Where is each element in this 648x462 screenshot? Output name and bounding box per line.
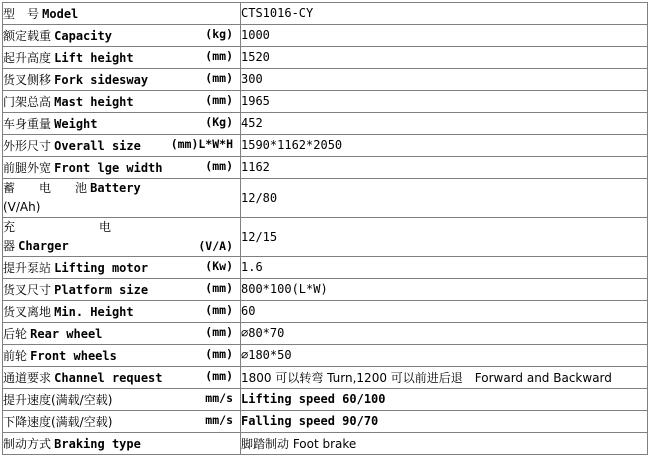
spec-value: 800*100(L*W): [241, 282, 328, 296]
spec-label-en: Mast height: [54, 95, 134, 109]
spec-unit: (mm): [205, 281, 233, 295]
spec-value-cell: [241, 25, 648, 47]
table-row: [3, 157, 648, 179]
spec-unit: (mm)L*W*H: [170, 137, 233, 151]
spec-value: ∅80*70: [241, 326, 285, 340]
spec-label-cell: [3, 433, 241, 455]
spec-label-en: Front lge width: [54, 161, 163, 175]
spec-label-cn: 前轮: [3, 349, 28, 363]
spec-value-cell: [241, 69, 648, 91]
spec-label-cell: [3, 179, 241, 218]
spec-value: 1.6: [241, 260, 263, 274]
spec-value: 1162: [241, 160, 270, 174]
spec-value-cell: [241, 218, 648, 257]
spec-value-cell: [241, 345, 648, 367]
spec-value-cell: [241, 323, 648, 345]
spec-label-cell: [3, 389, 241, 411]
spec-label-cn: 下降速度(满载/空载): [3, 415, 113, 429]
spec-value-cell: [241, 179, 648, 218]
spec-label-cn: 提升速度(满载/空载): [3, 393, 113, 407]
spec-value: 1800 可以转弯 Turn,1200 可以前进后退 Forward and Backward: [241, 371, 612, 385]
table-row: [3, 433, 648, 455]
spec-value: 12/80: [241, 190, 278, 205]
spec-label-cn: 通道要求: [3, 371, 52, 385]
spec-unit: (mm): [205, 71, 233, 85]
table-row: [3, 3, 648, 25]
spec-value-cell: [241, 257, 648, 279]
spec-label-cell: [3, 113, 241, 135]
spec-value: 12/15: [241, 229, 278, 244]
spec-unit: (mm): [205, 369, 233, 383]
spec-label-cn: 蓄 电 池: [3, 181, 88, 195]
spec-label-en: Channel request: [54, 371, 163, 385]
spec-value-cell: [241, 411, 648, 433]
spec-label-cell: [3, 218, 241, 257]
spec-label-cn: 起升高度: [3, 51, 52, 65]
spec-unit: (kg): [205, 27, 233, 41]
spec-label-cn: 型 号: [3, 7, 40, 21]
spec-label-cell: [3, 323, 241, 345]
spec-label-cell: [3, 411, 241, 433]
spec-label-en: Lifting motor: [54, 261, 149, 275]
table-row: [3, 135, 648, 157]
spec-label-cn: 器: [3, 239, 16, 253]
spec-value-cell: [241, 389, 648, 411]
table-row: [3, 323, 648, 345]
spec-label-cell: [3, 3, 241, 25]
spec-label-en: Lift height: [54, 51, 134, 65]
spec-label-cell: [3, 301, 241, 323]
spec-label-cn: 外形尺寸: [3, 139, 52, 153]
spec-label-en: Min. Height: [54, 305, 134, 319]
spec-label-cn: 货叉侧移: [3, 73, 52, 87]
table-row: [3, 411, 648, 433]
spec-label-en: Platform size: [54, 283, 149, 297]
spec-label-en: Fork sidesway: [54, 73, 149, 87]
spec-label-cn: (V/Ah): [3, 200, 41, 214]
table-row: [3, 301, 648, 323]
spec-value: CTS1016-CY: [241, 6, 314, 20]
spec-label-cn: 充 电: [3, 220, 112, 234]
spec-label-cell: [3, 257, 241, 279]
spec-unit: (Kg): [205, 115, 233, 129]
spec-value: 脚踏制动 Foot brake: [241, 437, 357, 451]
spec-value-cell: [241, 301, 648, 323]
spec-unit: (Kw): [205, 259, 233, 273]
spec-value-cell: [241, 279, 648, 301]
spec-value: ∅180*50: [241, 348, 292, 362]
spec-label-cn: 后轮: [3, 327, 28, 341]
spec-label-cn: 货叉尺寸: [3, 283, 52, 297]
spec-value-cell: [241, 135, 648, 157]
spec-unit: (mm): [205, 159, 233, 173]
spec-label-cell: [3, 367, 241, 389]
spec-value-cell: [241, 433, 648, 455]
spec-label-cell: [3, 47, 241, 69]
spec-label-en: Weight: [54, 117, 98, 131]
table-row: [3, 113, 648, 135]
table-row: [3, 69, 648, 91]
spec-label-cell: [3, 279, 241, 301]
spec-label-cn: 车身重量: [3, 117, 52, 131]
spec-value-cell: [241, 47, 648, 69]
spec-value-cell: [241, 367, 648, 389]
spec-value: Falling speed 90/70: [241, 414, 379, 428]
spec-label-cell: [3, 345, 241, 367]
spec-label-cn: 额定载重: [3, 29, 52, 43]
spec-label-en: Battery: [90, 181, 141, 195]
spec-label-cell: [3, 69, 241, 91]
table-row: [3, 389, 648, 411]
spec-unit: (mm): [205, 325, 233, 339]
spec-label-cn: 货叉离地: [3, 305, 52, 319]
spec-label-cn: 制动方式: [3, 437, 52, 451]
spec-label-cell: [3, 25, 241, 47]
spec-value-cell: [241, 113, 648, 135]
spec-unit: (mm): [205, 49, 233, 63]
spec-value: 1965: [241, 94, 270, 108]
spec-unit: (V/A): [198, 239, 233, 253]
spec-value: 452: [241, 116, 263, 130]
table-row: [3, 218, 648, 257]
spec-value: 300: [241, 72, 263, 86]
spec-label-en: Charger: [18, 239, 69, 253]
spec-unit: (mm): [205, 303, 233, 317]
spec-label-cell: [3, 135, 241, 157]
spec-value: 1520: [241, 50, 270, 64]
specification-table: [2, 2, 648, 455]
table-row: [3, 257, 648, 279]
spec-label-en: Braking type: [54, 437, 141, 451]
spec-label-en: Front wheels: [30, 349, 117, 363]
spec-label-cn: 门架总高: [3, 95, 52, 109]
table-row: [3, 345, 648, 367]
spec-unit: mm/s: [205, 413, 233, 427]
spec-value-cell: [241, 91, 648, 113]
spec-value: Lifting speed 60/100: [241, 392, 386, 406]
spec-label-en: Overall size: [54, 139, 141, 153]
table-row: [3, 367, 648, 389]
spec-label-cell: [3, 91, 241, 113]
spec-label-en: Model: [42, 7, 79, 21]
spec-value-cell: [241, 3, 648, 25]
table-row: [3, 91, 648, 113]
spec-label-cn: 提升泵站: [3, 261, 52, 275]
table-row: [3, 279, 648, 301]
spec-unit: (mm): [205, 93, 233, 107]
table-row: [3, 25, 648, 47]
spec-label-cell: [3, 157, 241, 179]
spec-value: 1000: [241, 28, 270, 42]
spec-label-cn: 前腿外宽: [3, 161, 52, 175]
spec-label-en: Capacity: [54, 29, 112, 43]
spec-value-cell: [241, 157, 648, 179]
spec-value: 1590*1162*2050: [241, 138, 343, 152]
spec-unit: mm/s: [205, 391, 233, 405]
table-row: [3, 179, 648, 218]
spec-value: 60: [241, 304, 256, 318]
spec-unit: (mm): [205, 347, 233, 361]
spec-label-en: Rear wheel: [30, 327, 103, 341]
table-row: [3, 47, 648, 69]
